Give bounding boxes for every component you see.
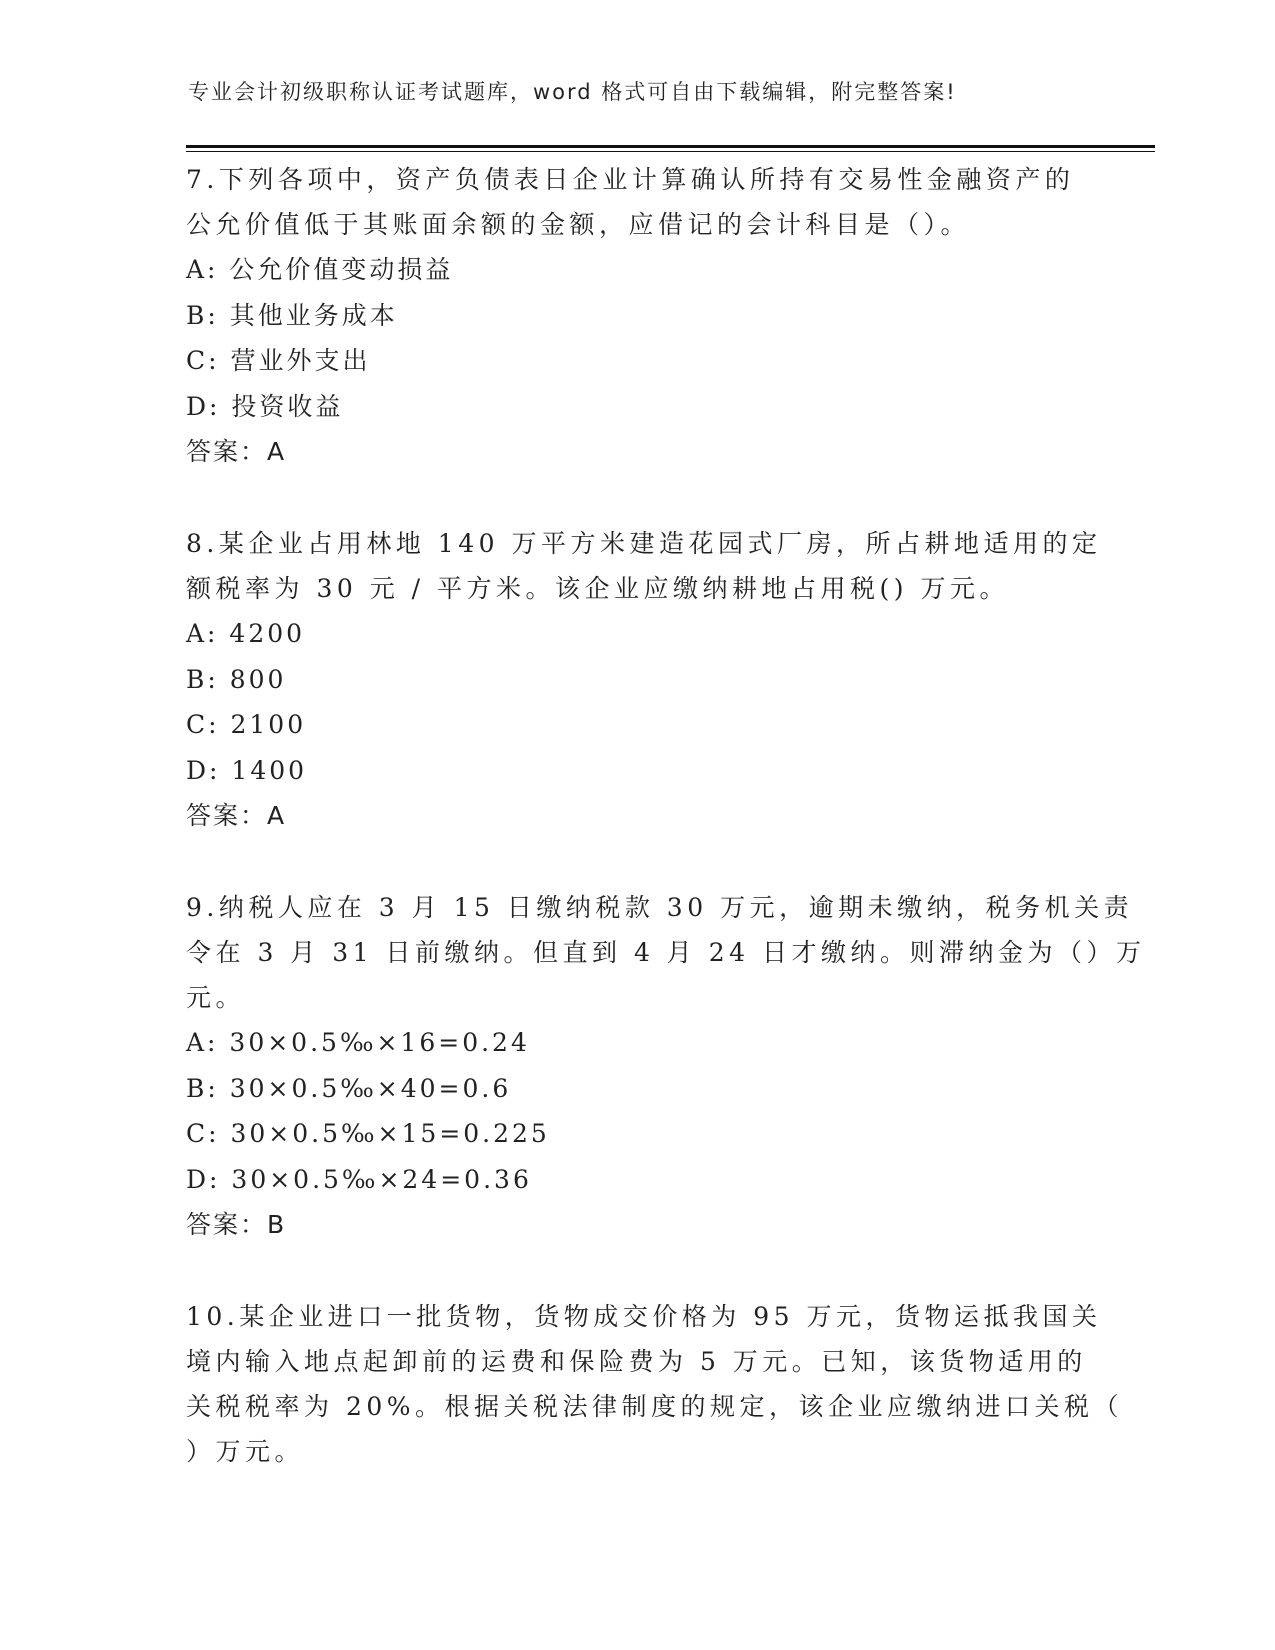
question-stem-line: 公允价值低于其账面余额的金额，应借记的会计科目是（）。 — [186, 210, 971, 239]
question-list — [186, 157, 1146, 1520]
question-stem-line: 8.某企业占用林地 140 万平方米建造花园式厂房，所占耕地适用的定 — [186, 529, 1102, 558]
option-d: D: 1400 — [186, 755, 308, 785]
question-stem-line: 元。 — [186, 983, 246, 1012]
option-a: A: 公允价值变动损益 — [186, 255, 454, 284]
option-b: B: 其他业务成本 — [186, 300, 398, 330]
option-c: C: 30×0.5‰×15=0.225 — [186, 1119, 550, 1148]
question-7 — [186, 157, 1086, 475]
answer: 答案：A — [186, 437, 287, 466]
option-c: C: 2100 — [186, 710, 307, 739]
question-10 — [186, 1294, 1124, 1474]
question-8 — [186, 521, 1102, 839]
option-d: D: 投资收益 — [186, 391, 344, 421]
option-d: D: 30×0.5‰×24=0.36 — [186, 1164, 532, 1194]
header-rule-thin — [186, 151, 1155, 152]
option-b: B: 30×0.5‰×40=0.6 — [186, 1073, 512, 1103]
question-stem-line: 9.纳税人应在 3 月 15 日缴纳税款 30 万元，逾期未缴纳，税务机关责 — [186, 893, 1134, 922]
question-stem-line: 境内输入地点起卸前的运费和保险费为 5 万元。已知，该货物适用的 — [186, 1347, 1087, 1376]
question-stem-line: 额税率为 30 元 / 平方米。该企业应缴纳耕地占用税() 万元。 — [186, 574, 1009, 603]
answer: 答案：B — [186, 1210, 287, 1239]
option-c: C: 营业外支出 — [186, 346, 371, 375]
option-a: A: 4200 — [186, 619, 306, 648]
question-stem-line: 关税税率为 20%。根据关税法律制度的规定，该企业应缴纳进口关税（ — [186, 1392, 1124, 1421]
question-9 — [186, 885, 1146, 1248]
header-rule-thick — [186, 145, 1155, 148]
question-stem-line: 10.某企业进口一批货物，货物成交价格为 95 万元，货物运抵我国关 — [186, 1302, 1102, 1331]
option-a: A: 30×0.5‰×16=0.24 — [186, 1028, 530, 1057]
question-stem-line: 令在 3 月 31 日前缴纳。但直到 4 月 24 日才缴纳。则滞纳金为（）万 — [186, 938, 1146, 967]
page-header: 专业会计初级职称认证考试题库，word 格式可自由下载编辑，附完整答案! — [188, 80, 957, 104]
answer: 答案：A — [186, 801, 287, 830]
question-stem-line: ）万元。 — [186, 1437, 305, 1466]
question-stem-line: 7.下列各项中，资产负债表日企业计算确认所持有交易性金融资产的 — [186, 165, 1075, 194]
option-b: B: 800 — [186, 664, 287, 694]
